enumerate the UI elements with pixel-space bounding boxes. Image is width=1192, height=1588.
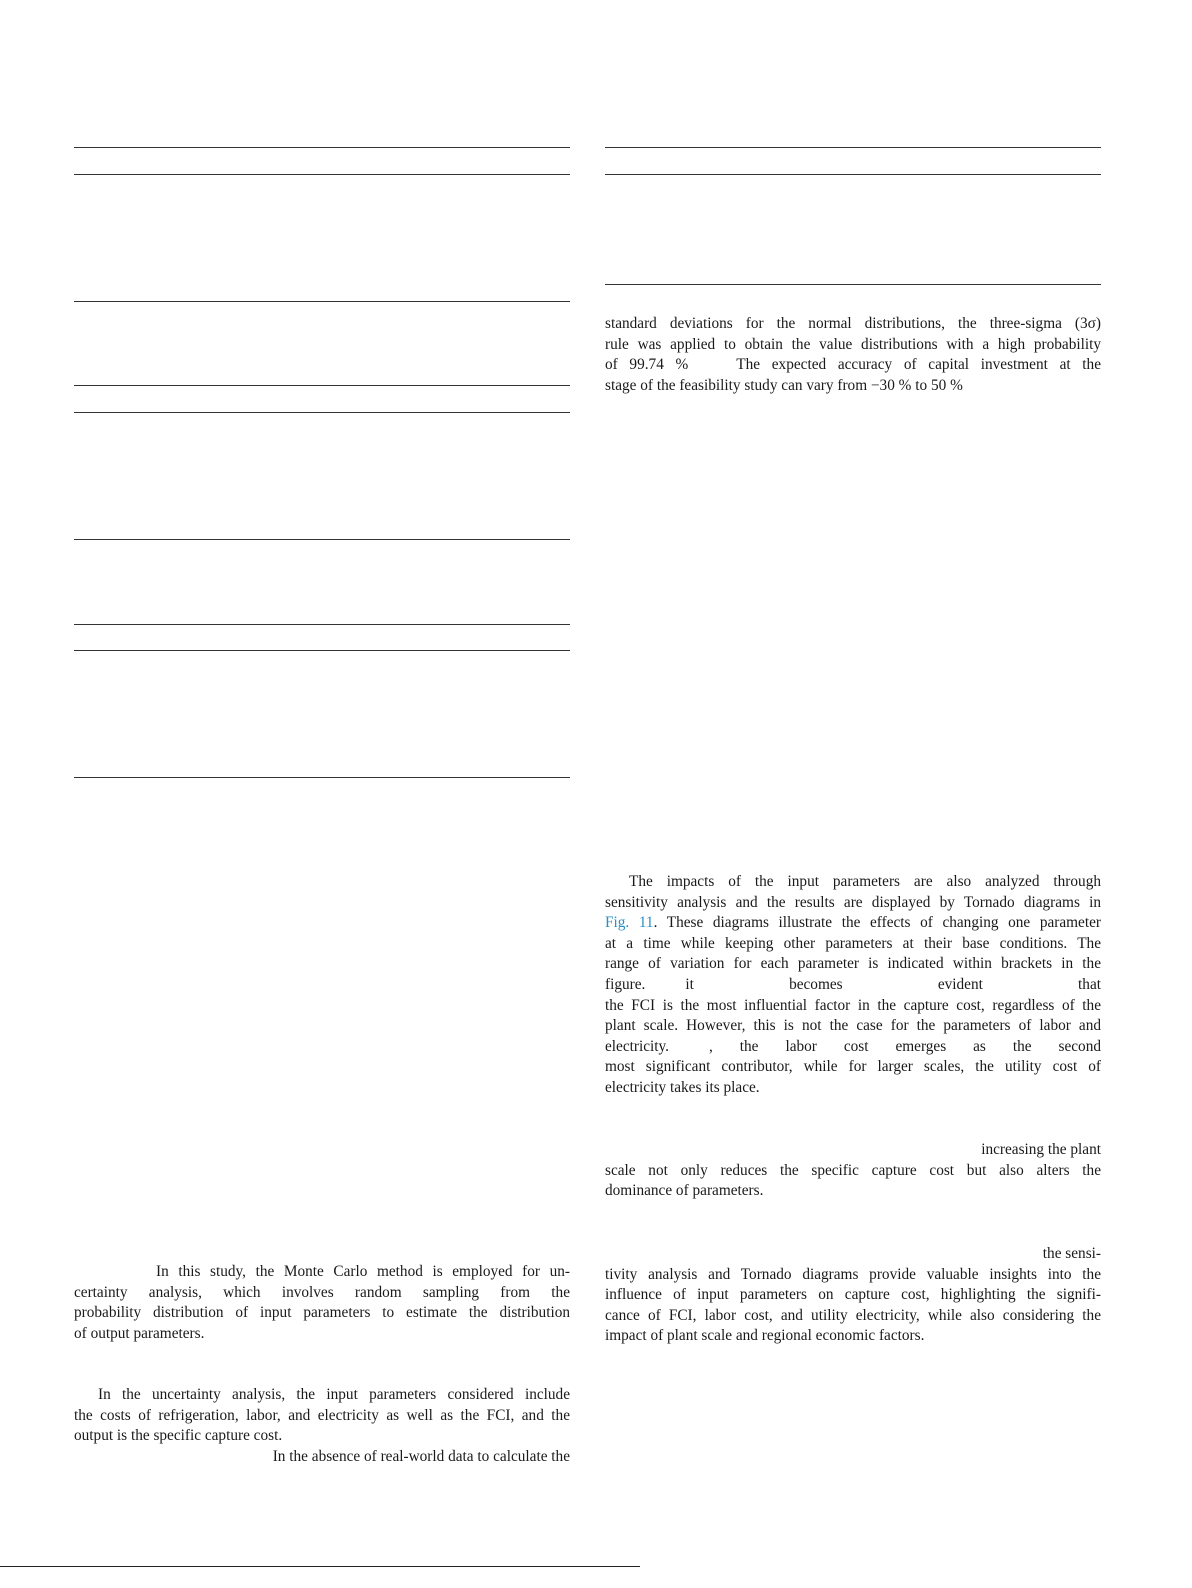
text-line: impact of plant scale and regional economic factors. [605, 1327, 925, 1345]
text-line: range of variation for each parameter is indicated within brackets in the [605, 955, 1101, 973]
text-line: In the absence of real-world data to calculate the [272, 1447, 570, 1465]
text-line: plant scale. However, this is not the case for the parameters of labor and [605, 1017, 1101, 1035]
table-rule [605, 147, 1101, 148]
text-line: cance of FCI, labor cost, and utility electricity, while also considering the [605, 1306, 1101, 1324]
paragraph-summary [605, 1244, 1101, 1347]
table-rule [74, 650, 570, 651]
text-line: probability distribution of input parameters to estimate the distribution [74, 1304, 570, 1322]
text-line [605, 872, 1101, 893]
text-fragment: it becomes evident that [685, 975, 1101, 993]
text-fragment: . These diagrams illustrate the effects of changing one parameter [653, 914, 1101, 932]
text-fragment: The expected accuracy of capital investment at the [736, 356, 1101, 374]
text-fragment: In the uncertainty analysis, the input parameters considered include [98, 1386, 570, 1403]
text-line [605, 355, 1101, 376]
text-line: the sensi- [1042, 1245, 1101, 1262]
text-fragment: electricity. [605, 1037, 669, 1055]
text-fragment: figure. [605, 975, 646, 993]
paragraph-three-sigma [605, 314, 1101, 396]
paragraph-plant-scale [605, 1140, 1101, 1202]
text-fragment: In this study, the Monte Carlo method is employed for un- [156, 1263, 570, 1280]
text-line: the costs of refrigeration, labor, and electricity as well as the FCI, and the [74, 1406, 570, 1424]
text-line: certainty analysis, which involves random sampling from the [74, 1283, 570, 1301]
text-line: the FCI is the most influential factor in the capture cost, regardless of the [605, 996, 1101, 1014]
table-rule [74, 385, 570, 386]
table-rule [74, 174, 570, 175]
text-line: most significant contributor, while for larger scales, the utility cost of [605, 1058, 1101, 1076]
text-line: output is the specific capture cost. [74, 1427, 283, 1445]
text-line: scale not only reduces the specific capture cost but also alters the [605, 1161, 1101, 1179]
table-rule [74, 539, 570, 540]
text-line [74, 1262, 570, 1283]
text-line: tivity analysis and Tornado diagrams provide valuable insights into the [605, 1265, 1101, 1283]
paragraph-uncertainty [74, 1385, 570, 1467]
text-fragment: of 99.74 % [605, 356, 689, 374]
text-line [74, 1385, 570, 1406]
text-line [605, 975, 1101, 996]
text-line: rule was applied to obtain the value distributions with a high probability [605, 335, 1101, 353]
text-line [605, 913, 1101, 934]
text-line: increasing the plant [981, 1141, 1101, 1158]
paragraph-monte-carlo [74, 1262, 570, 1344]
text-fragment: , the labor cost emerges as the second [708, 1037, 1101, 1055]
text-line: stage of the feasibility study can vary from −30 % to 50 % [605, 376, 963, 394]
figure-reference-link[interactable]: Fig. 11 [605, 914, 654, 932]
text-line: at a time while keeping other parameters at their base conditions. The [605, 934, 1101, 952]
text-fragment: The impacts of the input parameters are also analyzed through [629, 873, 1101, 890]
table-rule [74, 624, 570, 625]
footer-rule [0, 1566, 640, 1567]
table-rule [605, 174, 1101, 175]
text-line: sensitivity analysis and the results are displayed by Tornado diagrams in [605, 893, 1101, 911]
text-line: dominance of parameters. [605, 1182, 764, 1200]
table-rule [74, 147, 570, 148]
table-rule [74, 777, 570, 778]
text-line: of output parameters. [74, 1324, 205, 1342]
text-line: electricity takes its place. [605, 1078, 760, 1096]
text-line: standard deviations for the normal distributions, the three-sigma (3σ) [605, 315, 1101, 332]
paragraph-sensitivity [605, 872, 1101, 1099]
text-line: influence of input parameters on capture cost, highlighting the signifi- [605, 1286, 1101, 1304]
table-rule [74, 412, 570, 413]
text-line [605, 1037, 1101, 1058]
table-rule [74, 301, 570, 302]
table-rule [605, 284, 1101, 285]
